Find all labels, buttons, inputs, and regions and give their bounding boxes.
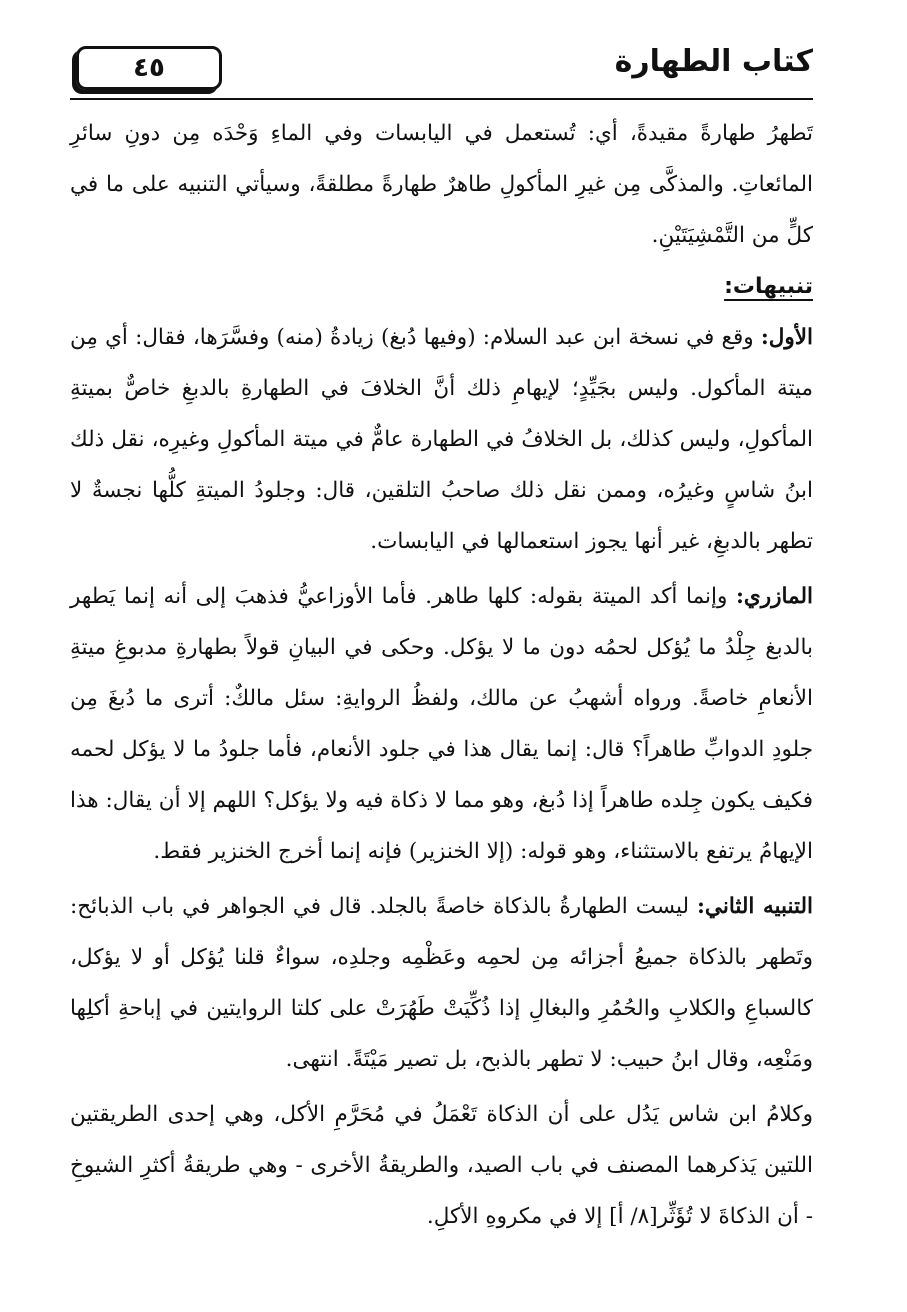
book-title: كتاب الطهارة [614, 44, 813, 79]
page-header [70, 42, 813, 96]
paragraph-3 [70, 571, 813, 877]
section-heading: تنبيهات: [724, 274, 813, 299]
header-divider [70, 98, 813, 100]
page-body [70, 108, 813, 1242]
paragraph-4-text: ليست الطهارةُ بالذكاة خاصةً بالجلد. قال في الجواهر في باب الذبائح: وتَطهر بالذكاة جميعُ أجزائه مِن لحمِه وعَظْمِه وجلدِه، سواءٌ قلنا يُؤكل أو لا يؤكل، كالسباعِ والكلابِ والحُمُرِ والبغالِ إذا ذُكِّيَتْ طَهُرَتْ على كلتا الروايتين في إباحةِ أكلِها ومَنْعِه، وقال ابنُ حبيب: لا تطهر بالذبح، بل تصير مَيْتَةً. انتهى. [70, 894, 813, 1072]
paragraph-3-lead: المازري: [735, 584, 813, 609]
page-number: ٤٥ [133, 53, 165, 83]
paragraph-5: وكلامُ ابن شاس يَدُل على أن الذكاة تَعْمَلُ في مُحَرَّمِ الأكل، وهي إحدى الطريقتين اللتين يَذكرهما المصنف في باب الصيد، والطريقةُ الأخرى - وهي طريقةُ أكثرِ الشيوخِ - أن الذكاةَ لا تُؤَثِّر[٨/ أ] إلا في مكروهِ الأكلِ. [70, 1102, 813, 1229]
paragraph-2-text: وقع في نسخة ابن عبد السلام: (وفيها دُبغ) زيادةُ (منه) وفسَّرَها، فقال: أي مِن ميتة المأكول. وليس بجَيِّدٍ؛ لإيهامِ ذلك أنَّ الخلافَ في الطهارةِ بالدبغِ خاصٌّ بميتةِ المأكولِ، وليس كذلك، بل الخلافُ في الطهارة عامٌّ في ميتة المأكولِ وغيرِه، نقل ذلك ابنُ شاسٍ وغيرُه، وممن نقل ذلك صاحبُ التلقين، قال: وجلودُ الميتةِ كلُّها نجسةٌ لا تطهر بالدبغِ، غير أنها يجوز استعمالها في اليابسات. [70, 325, 813, 554]
paragraph-3-text: وإنما أكد الميتة بقوله: كلها طاهر. فأما الأوزاعيُّ فذهبَ إلى أنه إنما يَطهر بالدبغ جِلْدُ ما يُؤكل لحمُه دون ما لا يؤكل. وحكى في البيانِ قولاً بطهارةِ مدبوغِ ميتةِ الأنعامِ خاصةً. ورواه أشهبُ عن مالك، ولفظُ الروايةِ: سئل مالكٌ: أترى ما دُبغَ مِن جلودِ الدوابِّ طاهراً؟ قال: إنما يقال هذا في جلود الأنعام، فأما جلودُ ما لا يؤكل لحمه فكيف يكون جِلده طاهراً إذا دُبغ، وهو مما لا ذكاة فيه ولا يؤكل؟ اللهم إلا أن يقال: هذا الإيهامُ يرتفع بالاستثناء، وهو قوله: (إلا الخنزير) فإنه إنما أخرج الخنزير فقط. [70, 584, 813, 864]
paragraph-1: تَطهرُ طهارةً مقيدةً، أي: تُستعمل في اليابسات وفي الماءِ وَحْدَه مِن دونِ سائرِ المائعاتِ. والمذكَّى مِن غيرِ المأكولِ طاهرٌ طهارةً مطلقةً، وسيأتي التنبيه على ما في كلٍّ من التَّمْشِيَتَيْنِ. [70, 121, 813, 248]
paragraph-4 [70, 881, 813, 1085]
page-number-box [76, 46, 222, 90]
paragraph-4-lead: التنبيه الثاني: [697, 894, 814, 919]
paragraph-2-lead: الأول: [760, 325, 813, 350]
paragraph-2 [70, 312, 813, 567]
